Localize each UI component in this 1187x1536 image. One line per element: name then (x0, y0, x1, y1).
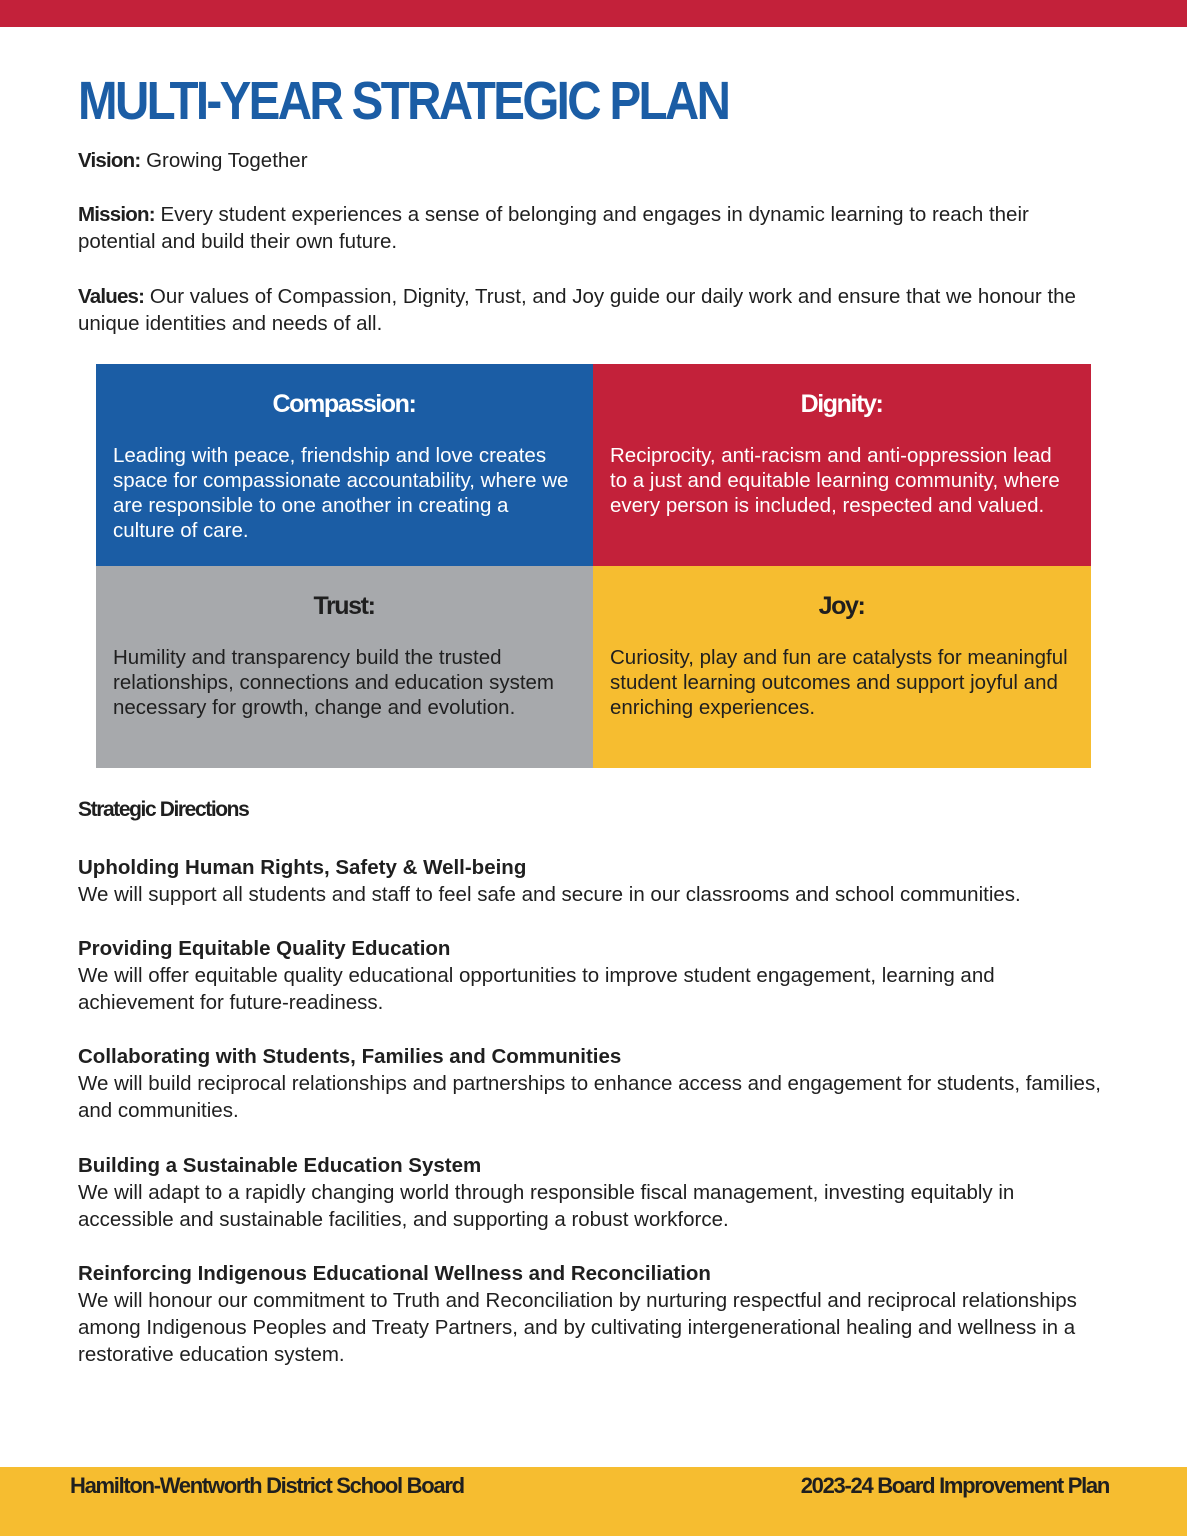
top-accent-bar (0, 0, 1187, 27)
direction-title: Collaborating with Students, Families and Communities (78, 1045, 622, 1068)
direction-title: Providing Equitable Quality Education (78, 937, 451, 960)
values-label: Values: (78, 285, 145, 308)
direction-text: We will adapt to a rapidly changing world through responsible fiscal management, investing equitably in accessible and sustainable facilities, and supporting a robust workforce. (78, 1181, 1015, 1231)
values-statement (78, 283, 1108, 337)
direction-item (78, 1043, 1108, 1124)
value-title: Joy: (818, 592, 865, 620)
mission-text: Every student experiences a sense of belonging and engages in dynamic learning to reach their potential and build their own future. (78, 203, 1029, 253)
value-title: Dignity: (800, 390, 883, 418)
value-text: Leading with peace, friendship and love creates space for compassionate accountability, where we are responsible to one another in creating a culture of care. (113, 444, 569, 542)
mission-statement (78, 201, 1108, 255)
mission-label: Mission: (78, 203, 155, 226)
direction-item (78, 1260, 1108, 1368)
footer-document-title: 2023-24 Board Improvement Plan (800, 1473, 1109, 1498)
value-card-trust (96, 566, 593, 768)
value-text: Reciprocity, anti-racism and anti-oppression lead to a just and equitable learning community, where every person is included, respected and valued. (610, 444, 1060, 517)
page-title: MULTI-YEAR STRATEGIC PLAN (78, 71, 729, 131)
direction-title: Building a Sustainable Education System (78, 1154, 482, 1177)
value-card-compassion (96, 364, 593, 566)
footer-organization: Hamilton-Wentworth District School Board (70, 1473, 464, 1498)
direction-title: Reinforcing Indigenous Educational Wellness and Reconciliation (78, 1262, 711, 1285)
value-title: Compassion: (272, 390, 416, 418)
value-title: Trust: (313, 592, 375, 620)
values-grid (96, 364, 1091, 768)
direction-item (78, 935, 1108, 1016)
value-text: Humility and transparency build the trusted relationships, connections and education system necessary for growth, change and evolution. (113, 646, 555, 719)
vision-statement (78, 147, 1108, 174)
direction-item (78, 854, 1108, 908)
direction-item (78, 1152, 1108, 1233)
value-text: Curiosity, play and fun are catalysts for meaningful student learning outcomes and support joyful and enriching experiences. (610, 646, 1068, 719)
direction-text: We will offer equitable quality educational opportunities to improve student engagement, learning and achievement for future-readiness. (78, 964, 995, 1014)
direction-title: Upholding Human Rights, Safety & Well-being (78, 856, 527, 879)
strategic-directions-heading: Strategic Directions (78, 798, 249, 821)
direction-text: We will honour our commitment to Truth and Reconciliation by nurturing respectful and reciprocal relationships among Indigenous Peoples and Treaty Partners, and by cultivating intergenerational healing and wellness in a restorative education system. (78, 1289, 1077, 1366)
direction-text: We will support all students and staff to feel safe and secure in our classrooms and school communities. (78, 883, 1021, 906)
direction-text: We will build reciprocal relationships and partnerships to enhance access and engagement for students, families, and communities. (78, 1072, 1101, 1122)
vision-label: Vision: (78, 149, 141, 172)
vision-text: Growing Together (146, 149, 308, 172)
values-text: Our values of Compassion, Dignity, Trust, and Joy guide our daily work and ensure that we honour the unique identities and needs of all. (78, 285, 1076, 335)
value-card-joy (593, 566, 1091, 768)
value-card-dignity (593, 364, 1091, 566)
